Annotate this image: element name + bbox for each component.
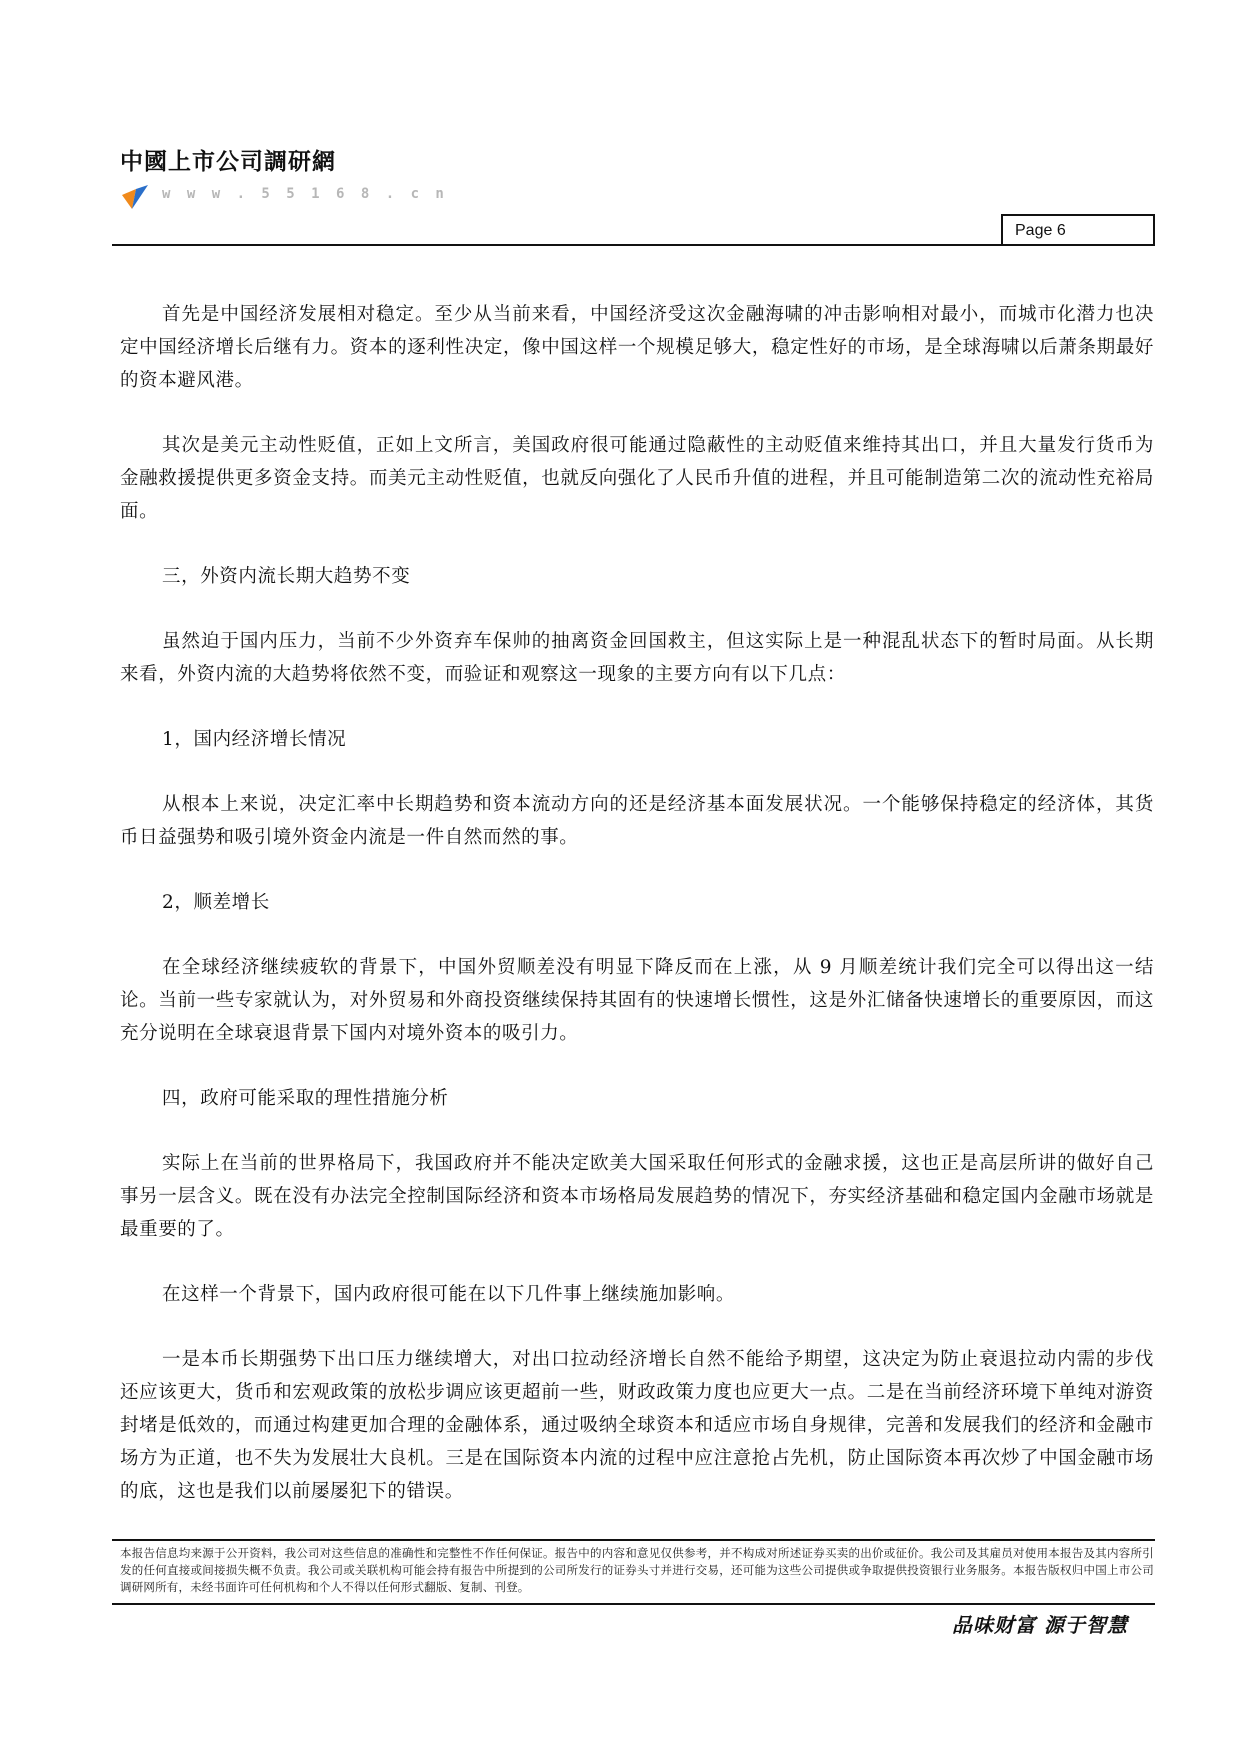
body-paragraph: 其次是美元主动性贬值，正如上文所言，美国政府很可能通过隐蔽性的主动贬值来维持其出口，并且大量发行货币为金融救援提供更多资金支持。而美元主动性贬值，也就反向强化了人民币升值的进程，并且可能制造第二次的流动性充裕局面。 — [120, 435, 1154, 522]
section-heading: 三，外资内流长期大趋势不变 — [162, 566, 411, 587]
footer-slogan: 品味财富 源于智慧 — [952, 1613, 1128, 1637]
subsection-heading: 2，顺差增长 — [162, 892, 270, 913]
section-heading: 四，政府可能采取的理性措施分析 — [162, 1088, 449, 1109]
report-body — [120, 298, 1154, 1540]
body-paragraph: 在全球经济继续疲软的背景下，中国外贸顺差没有明显下降反而在上涨，从 9 月顺差统计我们完全可以得出这一结论。当前一些专家就认为，对外贸易和外商投资继续保持其固有的快速增长惯性，这是外汇储备快速增长的重要原因，而这充分说明在全球衰退背景下国内对境外资本的吸引力。 — [120, 957, 1154, 1044]
logo-url: w w w . 5 5 1 6 8 . c n — [162, 186, 448, 202]
body-paragraph: 虽然迫于国内压力，当前不少外资弃车保帅的抽离资金回国救主，但这实际上是一种混乱状态下的暂时局面。从长期来看，外资内流的大趋势将依然不变，而验证和观察这一现象的主要方向有以下几点： — [120, 631, 1154, 685]
body-paragraph: 首先是中国经济发展相对稳定。至少从当前来看，中国经济受这次金融海啸的冲击影响相对最小，而城市化潜力也决定中国经济增长后继有力。资本的逐利性决定，像中国这样一个规模足够大，稳定性好的市场，是全球海啸以后萧条期最好的资本避风港。 — [120, 304, 1154, 391]
subsection-heading: 1，国内经济增长情况 — [162, 729, 347, 750]
body-paragraph: 在这样一个背景下，国内政府很可能在以下几件事上继续施加影响。 — [162, 1284, 736, 1305]
logo-title: 中國上市公司調研網 — [120, 149, 336, 175]
check-swoosh-logo-icon — [122, 185, 148, 209]
site-logo — [120, 143, 448, 213]
header-rule — [112, 244, 1155, 246]
page-number: Page 6 — [1015, 222, 1066, 239]
body-paragraph: 实际上在当前的世界格局下，我国政府并不能决定欧美大国采取任何形式的金融求援，这也正是高层所讲的做好自己事另一层含义。既在没有办法完全控制国际经济和资本市场格局发展趋势的情况下，夯实经济基础和稳定国内金融市场就是最重要的了。 — [120, 1153, 1154, 1240]
footer-rule-top — [112, 1539, 1155, 1541]
body-paragraph: 从根本上来说，决定汇率中长期趋势和资本流动方向的还是经济基本面发展状况。一个能够保持稳定的经济体，其货币日益强势和吸引境外资金内流是一件自然而然的事。 — [120, 794, 1154, 848]
footer-rule-bottom — [112, 1603, 1155, 1605]
body-paragraph: 一是本币长期强势下出口压力继续增大，对出口拉动经济增长自然不能给予期望，这决定为防止衰退拉动内需的步伐还应该更大，货币和宏观政策的放松步调应该更超前一些，财政政策力度也应更大一点。二是在当前经济环境下单纯对游资封堵是低效的，而通过构建更加合理的金融体系，通过吸纳全球资本和适应市场自身规律，完善和发展我们的经济和金融市场方为正道，也不失为发展壮大良机。三是在国际资本内流的过程中应注意抢占先机，防止国际资本再次炒了中国金融市场的底，这也是我们以前屡屡犯下的错误。 — [120, 1349, 1154, 1502]
disclaimer-text: 本报告信息均来源于公开资料，我公司对这些信息的准确性和完整性不作任何保证。报告中的内容和意见仅供参考，并不构成对所述证券买卖的出价或征价。我公司及其雇员对使用本报告及其内容所引发的任何直接或间接损失概不负责。我公司或关联机构可能会持有报告中所提到的公司所发行的证券头寸并进行交易，还可能为这些公司提供或争取提供投资银行业务服务。本报告版权归中国上市公司调研网所有，未经书面许可任何机构和个人不得以任何形式翻版、复制、刊登。 — [120, 1546, 1154, 1594]
